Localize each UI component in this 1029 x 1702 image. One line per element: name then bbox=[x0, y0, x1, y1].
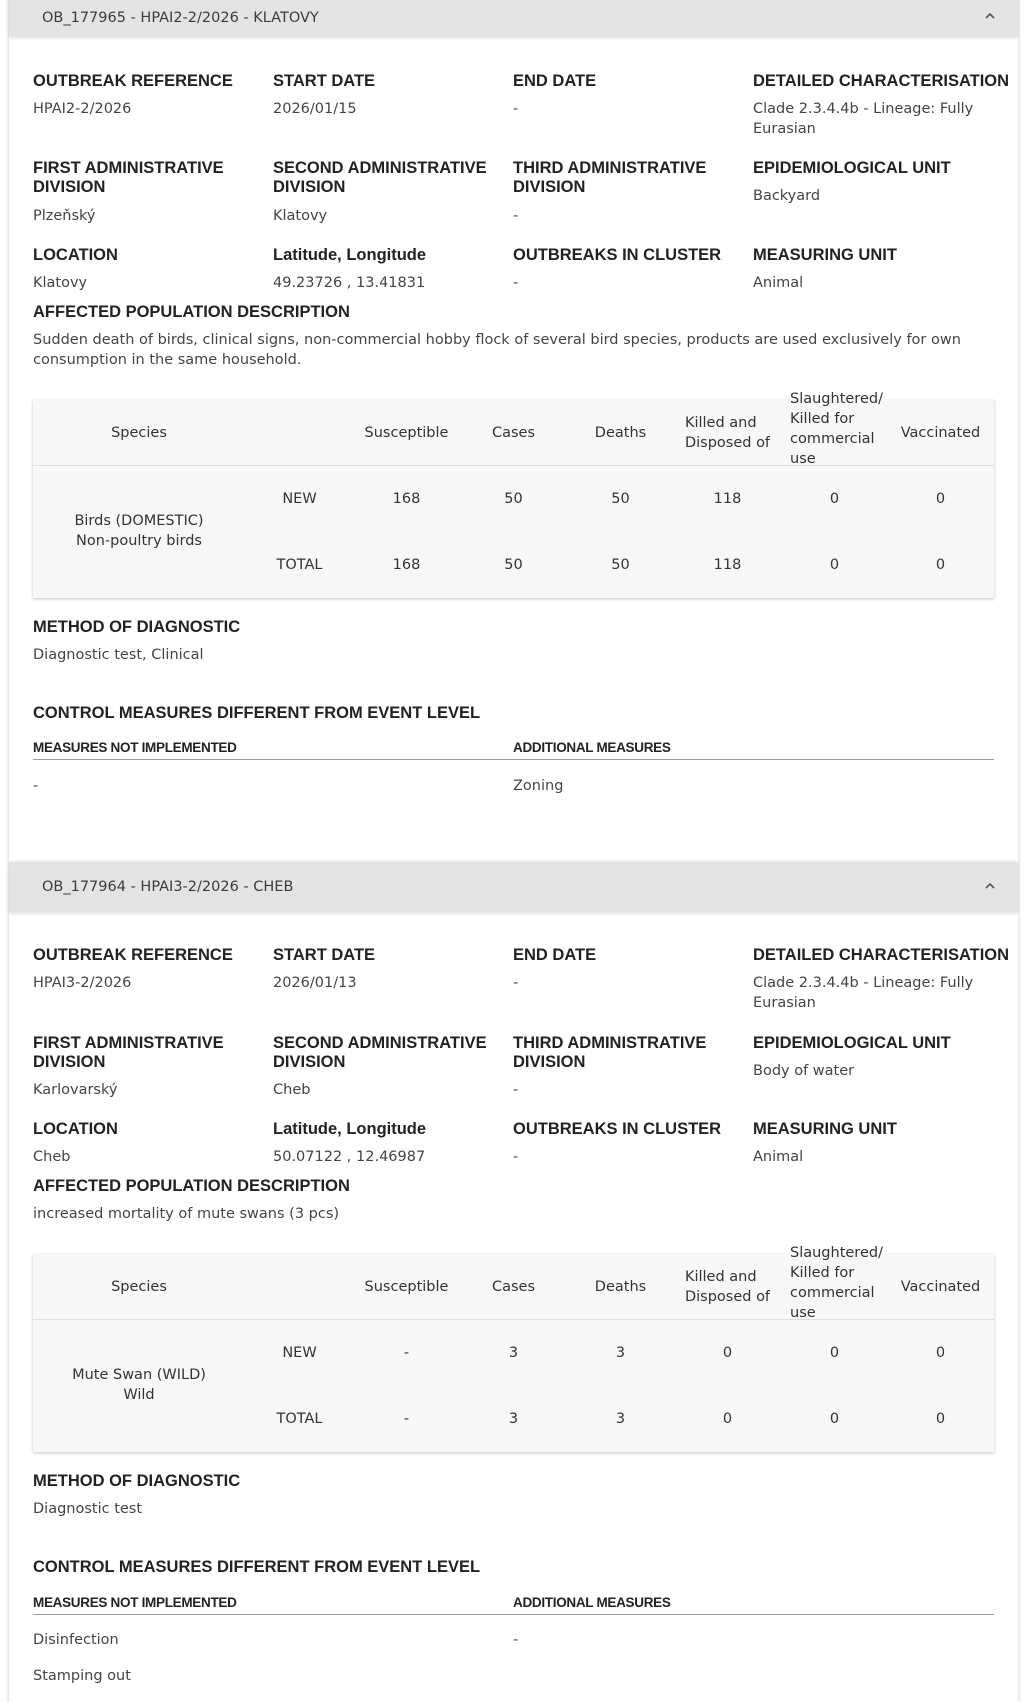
first-admin-value: Plzeňský bbox=[33, 208, 96, 224]
col-species: Species bbox=[111, 425, 167, 441]
outbreak-reference-value: HPAI2-2/2026 bbox=[33, 101, 132, 117]
first-admin-label-2: DIVISION bbox=[33, 178, 106, 196]
new-cases: 50 bbox=[504, 491, 523, 507]
col-slaughtered-line1: Slaughtered/ bbox=[790, 391, 883, 407]
col-killed-line1: Killed and bbox=[684, 415, 757, 431]
measures-divider bbox=[33, 1614, 994, 1615]
detailed-characterisation-label: DETAILED CHARACTERISATION bbox=[753, 72, 1010, 90]
second-admin-label-2: DIVISION bbox=[273, 1053, 346, 1071]
additional-measure-item: Zoning bbox=[513, 778, 564, 794]
col-killed-line2: Disposed of bbox=[684, 1289, 771, 1305]
chevron-up-icon[interactable] bbox=[982, 878, 998, 894]
epidemiological-unit-label: EPIDEMIOLOGICAL UNIT bbox=[753, 159, 951, 177]
detailed-characterisation-label: DETAILED CHARACTERISATION bbox=[753, 946, 1010, 964]
affected-population-value: increased mortality of mute swans (3 pcs) bbox=[33, 1206, 340, 1222]
measure-not-implemented-item: Disinfection bbox=[33, 1632, 119, 1648]
new-vaccinated: 0 bbox=[935, 491, 946, 507]
measuring-unit-value: Animal bbox=[753, 1149, 804, 1165]
outbreak-reference-label: OUTBREAK REFERENCE bbox=[33, 946, 233, 964]
second-admin-label: SECOND ADMINISTRATIVE bbox=[273, 1034, 487, 1052]
additional-measures-label: ADDITIONAL MEASURES bbox=[513, 740, 671, 755]
col-killed bbox=[674, 1254, 781, 1320]
total-deaths: 50 bbox=[611, 557, 630, 573]
new-cases: 3 bbox=[508, 1345, 519, 1361]
col-deaths: Deaths bbox=[594, 425, 647, 441]
epidemiological-unit-value: Body of water bbox=[753, 1063, 855, 1079]
new-deaths: 50 bbox=[611, 491, 630, 507]
measures-not-implemented-label: MEASURES NOT IMPLEMENTED bbox=[33, 1595, 237, 1610]
col-killed-line1: Killed and bbox=[684, 1269, 757, 1285]
new-killed: 118 bbox=[713, 491, 742, 507]
new-susceptible: 168 bbox=[392, 491, 421, 507]
col-slaughtered-line2: Killed for bbox=[790, 411, 855, 427]
additional-measure-item: - bbox=[513, 1632, 519, 1648]
new-susceptible: - bbox=[403, 1345, 410, 1361]
third-admin-label-2: DIVISION bbox=[513, 1053, 586, 1071]
latlon-value: 49.23726 , 13.41831 bbox=[273, 275, 426, 291]
diagnostic-method-label: METHOD OF DIAGNOSTIC bbox=[33, 618, 241, 636]
total-killed: 0 bbox=[722, 1411, 733, 1427]
new-killed: 0 bbox=[722, 1345, 733, 1361]
measuring-unit-value: Animal bbox=[753, 275, 804, 291]
end-date-label: END DATE bbox=[513, 72, 597, 90]
affected-population-value: Sudden death of birds, clinical signs, non-commercial hobby flock of several bird species, products are used exclusively for own bbox=[33, 332, 961, 348]
total-cases: 50 bbox=[504, 557, 523, 573]
species-name: Mute Swan (WILD) bbox=[72, 1367, 206, 1383]
new-slaughtered: 0 bbox=[829, 491, 840, 507]
outbreak-reference-label: OUTBREAK REFERENCE bbox=[33, 72, 233, 90]
outbreak-title: OB_177965 - HPAI2-2/2026 - KLATOVY bbox=[42, 10, 319, 26]
outbreaks-in-cluster-label: OUTBREAKS IN CLUSTER bbox=[513, 246, 722, 264]
start-date-label: START DATE bbox=[273, 72, 376, 90]
chevron-up-icon[interactable] bbox=[982, 8, 998, 24]
first-admin-value: Karlovarský bbox=[33, 1082, 118, 1098]
col-susceptible: Susceptible bbox=[364, 425, 449, 441]
row-new-label: NEW bbox=[282, 1345, 317, 1361]
species-table bbox=[33, 391, 994, 598]
col-slaughtered-line2: Killed for bbox=[790, 1265, 855, 1281]
new-slaughtered: 0 bbox=[829, 1345, 840, 1361]
total-susceptible: 168 bbox=[392, 557, 421, 573]
first-admin-label: FIRST ADMINISTRATIVE bbox=[33, 1034, 224, 1052]
species-table bbox=[33, 1245, 994, 1452]
row-new-label: NEW bbox=[282, 491, 317, 507]
third-admin-label: THIRD ADMINISTRATIVE bbox=[513, 1034, 707, 1052]
epidemiological-unit-label: EPIDEMIOLOGICAL UNIT bbox=[753, 1034, 951, 1052]
measuring-unit-label: MEASURING UNIT bbox=[753, 246, 897, 264]
measure-not-implemented-item: Stamping out bbox=[33, 1668, 131, 1684]
species-name: Birds (DOMESTIC) bbox=[74, 513, 204, 529]
detailed-characterisation-value: Clade 2.3.4.4b - Lineage: Fully bbox=[753, 101, 974, 117]
col-slaughtered bbox=[781, 391, 887, 467]
second-admin-value: Klatovy bbox=[273, 208, 328, 224]
control-measures-label: CONTROL MEASURES DIFFERENT FROM EVENT LEVEL bbox=[33, 1558, 481, 1576]
second-admin-label: SECOND ADMINISTRATIVE bbox=[273, 159, 487, 177]
species-type: Non-poultry birds bbox=[76, 533, 202, 549]
outbreaks-in-cluster-label: OUTBREAKS IN CLUSTER bbox=[513, 1120, 722, 1138]
start-date-label: START DATE bbox=[273, 946, 376, 964]
col-slaughtered-line4: use bbox=[790, 1305, 816, 1321]
measuring-unit-label: MEASURING UNIT bbox=[753, 1120, 897, 1138]
col-species: Species bbox=[111, 1279, 167, 1295]
diagnostic-method-value: Diagnostic test bbox=[33, 1501, 143, 1517]
new-vaccinated: 0 bbox=[935, 1345, 946, 1361]
col-slaughtered-line3: commercial bbox=[790, 1285, 875, 1301]
detailed-characterisation-value: Clade 2.3.4.4b - Lineage: Fully bbox=[753, 975, 974, 991]
col-killed-line2: Disposed of bbox=[684, 435, 771, 451]
additional-measures-label: ADDITIONAL MEASURES bbox=[513, 1595, 671, 1610]
location-label: LOCATION bbox=[33, 1120, 118, 1138]
detailed-characterisation-value-2: Eurasian bbox=[753, 995, 816, 1011]
end-date-value: - bbox=[513, 101, 519, 117]
first-admin-label-2: DIVISION bbox=[33, 1053, 106, 1071]
detailed-characterisation-value-2: Eurasian bbox=[753, 121, 816, 137]
outbreak-title: OB_177964 - HPAI3-2/2026 - CHEB bbox=[42, 879, 294, 895]
col-slaughtered-line3: commercial bbox=[790, 431, 875, 447]
col-killed bbox=[674, 400, 781, 466]
col-vaccinated: Vaccinated bbox=[900, 425, 981, 441]
col-vaccinated: Vaccinated bbox=[900, 1279, 981, 1295]
row-total-label: TOTAL bbox=[276, 1411, 323, 1427]
col-susceptible: Susceptible bbox=[364, 1279, 449, 1295]
measures-divider bbox=[33, 759, 994, 760]
epidemiological-unit-value: Backyard bbox=[753, 188, 821, 204]
latlon-value: 50.07122 , 12.46987 bbox=[273, 1149, 426, 1165]
second-admin-value: Cheb bbox=[273, 1082, 311, 1098]
first-admin-label: FIRST ADMINISTRATIVE bbox=[33, 159, 224, 177]
third-admin-label-2: DIVISION bbox=[513, 178, 586, 196]
affected-population-label: AFFECTED POPULATION DESCRIPTION bbox=[33, 1177, 350, 1195]
second-admin-label-2: DIVISION bbox=[273, 178, 346, 196]
latlon-label: Latitude, Longitude bbox=[273, 246, 427, 264]
diagnostic-method-label: METHOD OF DIAGNOSTIC bbox=[33, 1472, 241, 1490]
start-date-value: 2026/01/15 bbox=[273, 101, 357, 117]
total-cases: 3 bbox=[508, 1411, 519, 1427]
total-deaths: 3 bbox=[615, 1411, 626, 1427]
table-header bbox=[33, 391, 994, 467]
col-cases: Cases bbox=[491, 425, 536, 441]
measure-not-implemented-item: - bbox=[33, 778, 39, 794]
col-deaths: Deaths bbox=[594, 1279, 647, 1295]
total-slaughtered: 0 bbox=[829, 557, 840, 573]
third-admin-label: THIRD ADMINISTRATIVE bbox=[513, 159, 707, 177]
total-vaccinated: 0 bbox=[935, 1411, 946, 1427]
table-header bbox=[33, 1245, 994, 1321]
total-vaccinated: 0 bbox=[935, 557, 946, 573]
location-value: Cheb bbox=[33, 1149, 71, 1165]
affected-population-label: AFFECTED POPULATION DESCRIPTION bbox=[33, 303, 350, 321]
diagnostic-method-value: Diagnostic test, Clinical bbox=[33, 647, 204, 663]
latlon-label: Latitude, Longitude bbox=[273, 1120, 427, 1138]
row-total-label: TOTAL bbox=[276, 557, 323, 573]
total-susceptible: - bbox=[403, 1411, 410, 1427]
outbreak-card-header[interactable] bbox=[9, 0, 1018, 36]
total-slaughtered: 0 bbox=[829, 1411, 840, 1427]
measures-not-implemented-label: MEASURES NOT IMPLEMENTED bbox=[33, 740, 237, 755]
total-killed: 118 bbox=[713, 557, 742, 573]
col-slaughtered bbox=[781, 1245, 887, 1321]
start-date-value: 2026/01/13 bbox=[273, 975, 357, 991]
end-date-label: END DATE bbox=[513, 946, 597, 964]
third-admin-value: - bbox=[513, 208, 519, 224]
outbreaks-in-cluster-value: - bbox=[513, 1149, 519, 1165]
outbreaks-in-cluster-value: - bbox=[513, 275, 519, 291]
col-cases: Cases bbox=[491, 1279, 536, 1295]
control-measures-label: CONTROL MEASURES DIFFERENT FROM EVENT LEVEL bbox=[33, 704, 481, 722]
location-value: Klatovy bbox=[33, 275, 88, 291]
affected-population-value-2: consumption in the same household. bbox=[33, 352, 302, 368]
outbreak-reference-value: HPAI3-2/2026 bbox=[33, 975, 132, 991]
outbreak-card-header[interactable] bbox=[9, 862, 1018, 912]
new-deaths: 3 bbox=[615, 1345, 626, 1361]
third-admin-value: - bbox=[513, 1082, 519, 1098]
location-label: LOCATION bbox=[33, 246, 118, 264]
col-slaughtered-line1: Slaughtered/ bbox=[790, 1245, 883, 1261]
col-slaughtered-line4: use bbox=[790, 451, 816, 467]
end-date-value: - bbox=[513, 975, 519, 991]
species-type: Wild bbox=[123, 1387, 155, 1403]
